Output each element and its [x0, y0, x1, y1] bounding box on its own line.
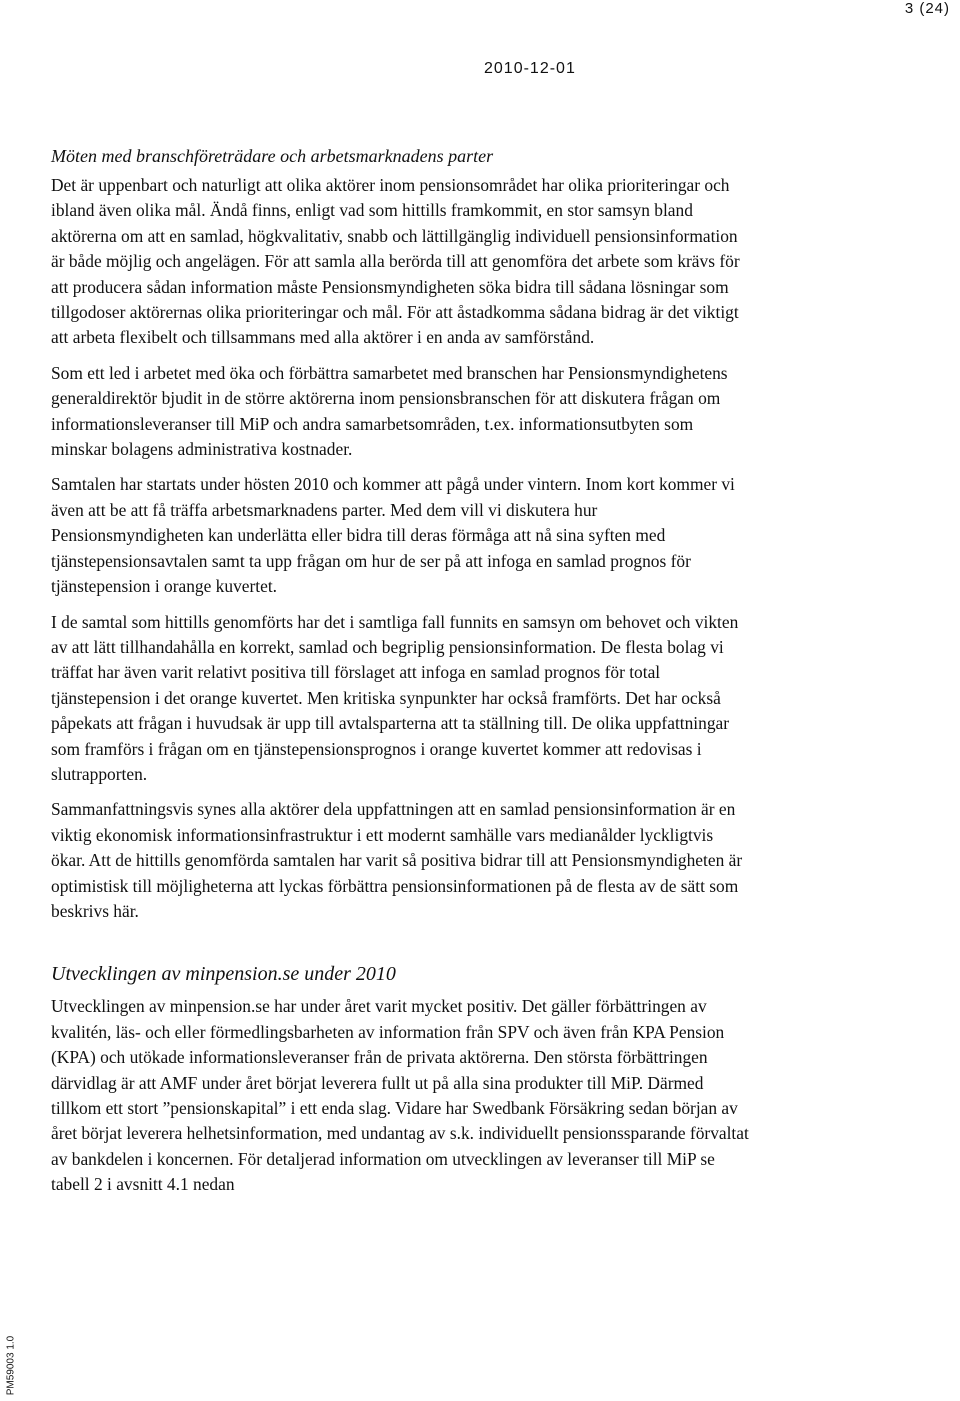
- document-code: PM59003 1.0: [5, 1335, 17, 1396]
- document-date: 2010-12-01: [484, 60, 576, 77]
- document-body: [51, 144, 751, 1208]
- paragraph: I de samtal som hittills genomförts har det i samtliga fall funnits en samsyn om behovet och vikten av att lätt tillhandahålla en korrekt, samlad och begriplig pensionsinformation. De flesta bolag vi träffat har även varit relativt positiva till förslaget att infoga en samlad prognos för total tjänstepension i det orange kuvertet. Men kritiska synpunkter har också framförts. Det har också påpekats att frågan i huvudsak är upp till avtalsparterna att ta ställning till. De olika uppfattningar som framförs i frågan om en tjänstepensionsprognos i orange kuvertet kommer att redovisas i slutrapporten.: [51, 611, 739, 784]
- paragraph: Som ett led i arbetet med öka och förbättra samarbetet med branschen har Pensionsmyndighetens generaldirektör bjudit in de större aktörerna inom pensionsbranschen för att diskutera frågan om informationsleveranser till MiP och andra samarbetsområden, t.ex. informationsutbyten som minskar bolagens administrativa kostnader.: [51, 362, 728, 460]
- paragraph: Sammanfattningsvis synes alla aktörer dela uppfattningen att en samlad pensionsinformation är en viktig ekonomisk informationsinfrastruktur i ett modernt samhälle vars medianålder lyckligtvis ökar. Att de hittills genomförda samtalen har varit så positiva bidrar till att Pensionsmyndigheten är optimistisk till möjligheterna att lyckas förbättra pensionsinformationen på de flesta av de sätt som beskrivs här.: [51, 799, 743, 921]
- paragraph: Utvecklingen av minpension.se har under året varit mycket positiv. Det gäller förbättringen av kvalitén, läs- och eller förmedlingsbarheten av information från SPV och även från KPA Pension (KPA) och utökade informationsleveranser från de privata aktörerna. Den största förbättringen därvidlag är att AMF under året börjat leverera fullt ut på alla sina produkter till MiP. Därmed tillkom ett stort ”pensionskapital” i ett enda slag. Vidare har Swedbank Försäkring sedan början av året börjat leverera helhetsinformation, med undantag av s.k. individuellt pensionssparande förvaltat av bankdelen i koncernen. För detaljerad information om utvecklingen av leveranser till MiP se tabell 2 i avsnitt 4.1 nedan: [51, 996, 749, 1195]
- paragraph: Samtalen har startats under hösten 2010 och kommer att pågå under vintern. Inom kort kommer vi även att be att få träffa arbetsmarknadens parter. Med dem vill vi diskutera hur Pensionsmyndigheten kan underlätta eller bidra till deras förmåga att nå sina syften med tjänstepensionsavtalen samt ta upp frågan om hur de ser på att infoga en samlad prognos för tjänstepension i orange kuvertet.: [51, 474, 735, 597]
- page-number: 3 (24): [904, 0, 950, 17]
- section-heading-meetings: Möten med branschföreträdare och arbetsmarknadens parter: [51, 146, 494, 166]
- section-heading-minpension: Utvecklingen av minpension.se under 2010: [51, 963, 396, 986]
- paragraph: Det är uppenbart och naturligt att olika aktörer inom pensionsområdet har olika prioriteringar och ibland även olika mål. Ändå finns, enligt vad som hittills framkommit, en stor samsyn bland aktörerna om att en samlad, högkvalitativ, snabb och lättillgänglig individuell pensionsinformation är både möjlig och angelägen. För att samla alla berörda till att genomföra det arbete som krävs för att producera sådan information måste Pensionsmyndigheten söka bidra till sådana lösningar som tillgodoser aktörernas olika prioriteringar och mål. För att åstadkomma sådana bidrag är det viktigt att arbeta flexibelt och tillsammans med alla aktörer i en anda av samförstånd.: [51, 175, 740, 348]
